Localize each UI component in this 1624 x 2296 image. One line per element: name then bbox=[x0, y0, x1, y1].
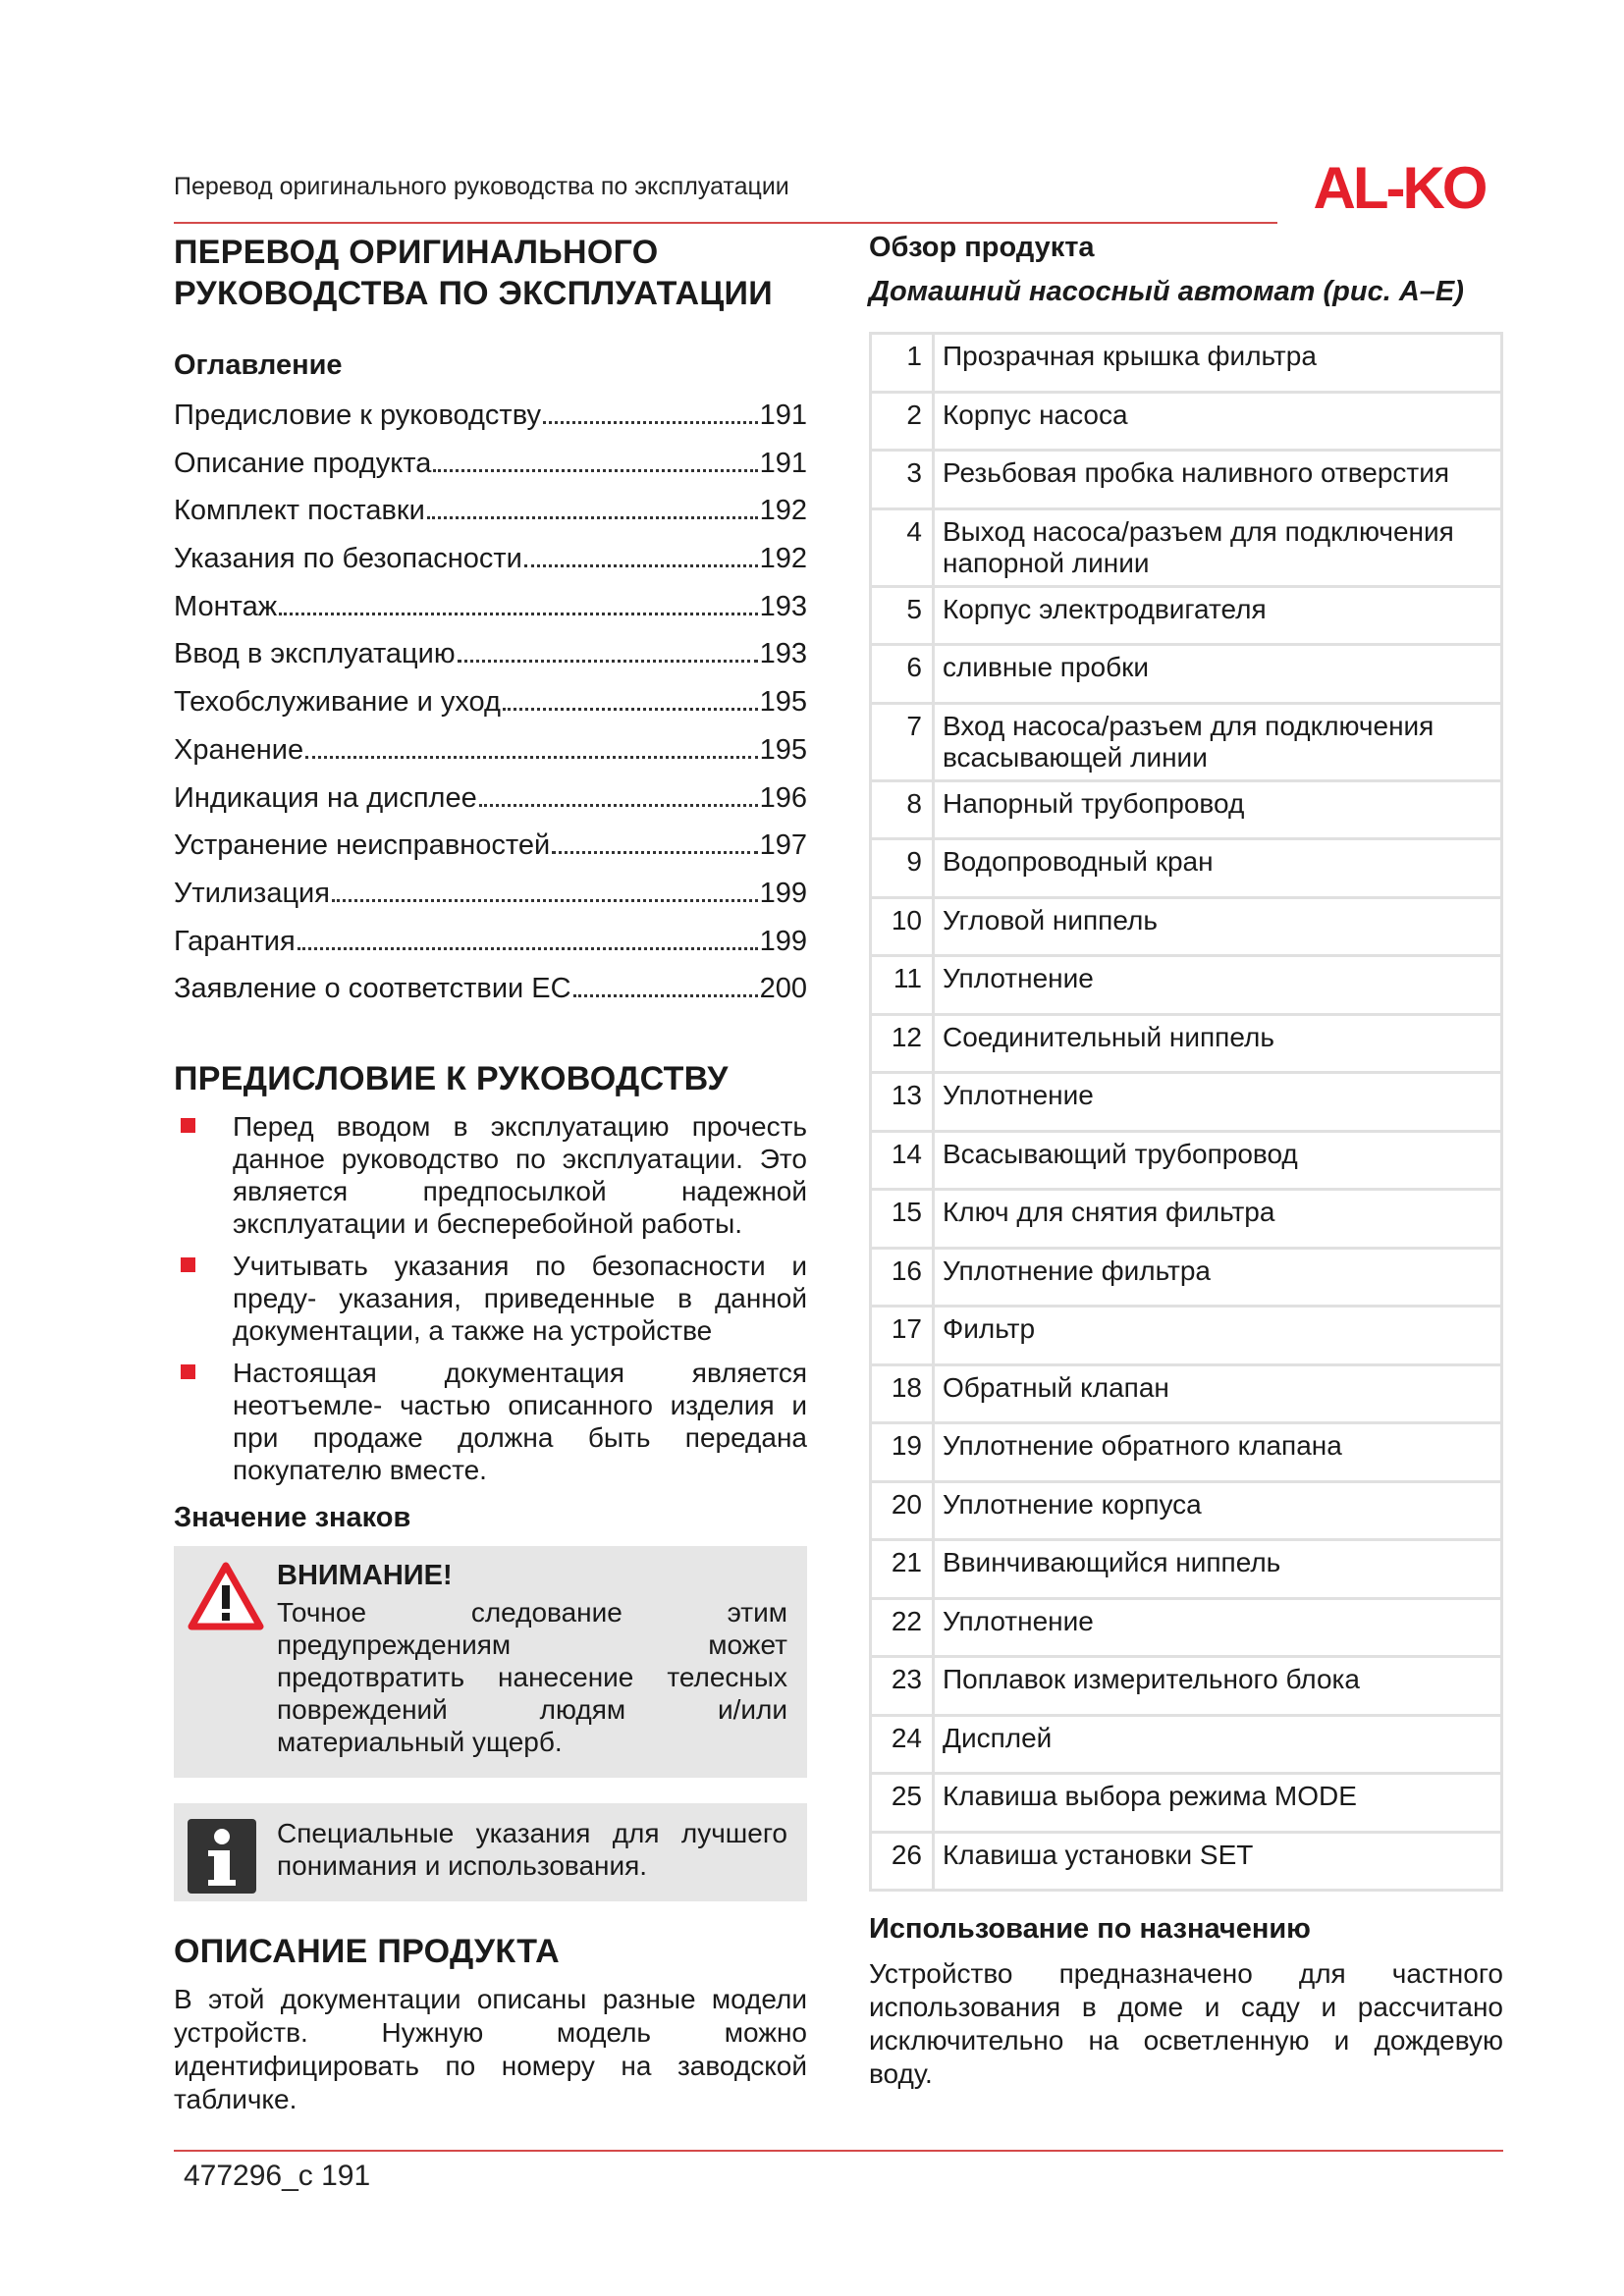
part-name: Ввинчивающийся ниппель bbox=[934, 1540, 1502, 1599]
part-name: Прозрачная крышка фильтра bbox=[934, 334, 1502, 393]
foreword-heading: ПРЕДИСЛОВИЕ К РУКОВОДСТВУ bbox=[174, 1059, 729, 1097]
table-of-contents bbox=[174, 392, 807, 1013]
toc-item-page: 193 bbox=[759, 590, 807, 622]
part-name: Вход насоса/разъем для подключения всасывающей линии bbox=[934, 703, 1502, 780]
toc-leader bbox=[298, 947, 758, 950]
table-row bbox=[871, 1423, 1502, 1482]
bullet-square-icon bbox=[181, 1257, 195, 1272]
left-column bbox=[174, 232, 807, 2116]
bullet-square-icon bbox=[181, 1118, 195, 1133]
part-name: Дисплей bbox=[934, 1715, 1502, 1774]
toc-item-label: Комплект поставки bbox=[174, 495, 425, 527]
toc-item[interactable] bbox=[174, 630, 807, 678]
table-row bbox=[871, 1481, 1502, 1540]
part-number: 26 bbox=[871, 1832, 934, 1891]
toc-leader bbox=[332, 899, 758, 902]
part-name: Выход насоса/разъем для подключения напорной линии bbox=[934, 508, 1502, 586]
toc-item-page: 200 bbox=[759, 973, 807, 1005]
toc-item[interactable] bbox=[174, 535, 807, 583]
table-row bbox=[871, 897, 1502, 956]
toc-item-page: 199 bbox=[759, 925, 807, 957]
header-title: Перевод оригинального руководства по эксплуатации bbox=[174, 173, 789, 200]
part-name: Напорный трубопровод bbox=[934, 780, 1502, 839]
parts-table bbox=[869, 332, 1503, 1892]
info-icon bbox=[188, 1819, 256, 1894]
part-name: Корпус насоса bbox=[934, 392, 1502, 451]
part-number: 17 bbox=[871, 1307, 934, 1365]
table-row bbox=[871, 1190, 1502, 1249]
part-number: 10 bbox=[871, 897, 934, 956]
bullet-square-icon bbox=[181, 1364, 195, 1379]
info-text: Специальные указания для лучшего понимания и использования. bbox=[277, 1817, 787, 1881]
part-name: сливные пробки bbox=[934, 645, 1502, 704]
toc-item-page: 195 bbox=[759, 733, 807, 766]
list-item bbox=[174, 1250, 807, 1347]
part-name: Фильтр bbox=[934, 1307, 1502, 1365]
table-row bbox=[871, 334, 1502, 393]
toc-item-page: 193 bbox=[759, 638, 807, 670]
toc-leader bbox=[279, 613, 757, 615]
part-number: 13 bbox=[871, 1073, 934, 1132]
part-name: Угловой ниппель bbox=[934, 897, 1502, 956]
toc-item-label: Утилизация bbox=[174, 877, 330, 909]
table-row bbox=[871, 1832, 1502, 1891]
table-row bbox=[871, 645, 1502, 704]
bullet-text: Учитывать указания по безопасности и преду- указания, приведенные в данной документации, а также на устройстве bbox=[233, 1250, 807, 1346]
toc-heading: Оглавление bbox=[174, 349, 343, 381]
part-number: 23 bbox=[871, 1657, 934, 1716]
toc-leader bbox=[503, 708, 758, 711]
toc-leader bbox=[524, 564, 758, 567]
table-row bbox=[871, 392, 1502, 451]
part-number: 5 bbox=[871, 586, 934, 645]
table-row bbox=[871, 1131, 1502, 1190]
part-number: 8 bbox=[871, 780, 934, 839]
toc-leader bbox=[479, 804, 758, 807]
toc-item-label: Монтаж bbox=[174, 590, 278, 622]
part-number: 14 bbox=[871, 1131, 934, 1190]
part-name: Обратный клапан bbox=[934, 1364, 1502, 1423]
toc-item-page: 192 bbox=[759, 495, 807, 527]
toc-item-label: Техобслуживание и уход bbox=[174, 686, 501, 719]
part-number: 6 bbox=[871, 645, 934, 704]
part-number: 22 bbox=[871, 1598, 934, 1657]
product-heading: ОПИСАНИЕ ПРОДУКТА bbox=[174, 1932, 561, 1970]
part-name: Уплотнение обратного клапана bbox=[934, 1423, 1502, 1482]
warning-title: ВНИМАНИЕ! bbox=[277, 1559, 453, 1591]
table-row bbox=[871, 1774, 1502, 1833]
part-name: Всасывающий трубопровод bbox=[934, 1131, 1502, 1190]
overview-heading: Обзор продукта bbox=[869, 232, 1095, 263]
warning-box bbox=[174, 1546, 807, 1778]
toc-leader bbox=[458, 660, 758, 663]
part-name: Резьбовая пробка наливного отверстия bbox=[934, 451, 1502, 509]
toc-item-label: Устранение неисправностей bbox=[174, 829, 551, 862]
table-row bbox=[871, 1073, 1502, 1132]
toc-item[interactable] bbox=[174, 487, 807, 535]
product-text: В этой документации описаны разные модели устройств. Нужную модель можно идентифицировать по номеру на заводской табличке. bbox=[174, 1983, 807, 2114]
table-row bbox=[871, 703, 1502, 780]
list-item bbox=[174, 1110, 807, 1240]
toc-item-page: 192 bbox=[759, 543, 807, 575]
part-name: Клавиша выбора режима MODE bbox=[934, 1774, 1502, 1833]
toc-item-page: 191 bbox=[759, 447, 807, 479]
toc-item-label: Указания по безопасности bbox=[174, 543, 522, 575]
toc-leader bbox=[552, 851, 757, 854]
foreword-list bbox=[174, 1110, 807, 1486]
toc-item-label: Ввод в эксплуатацию bbox=[174, 638, 456, 670]
toc-item-page: 191 bbox=[759, 400, 807, 431]
logo-text: AL-KO bbox=[1313, 157, 1486, 218]
info-box bbox=[174, 1803, 807, 1901]
table-row bbox=[871, 780, 1502, 839]
part-number: 3 bbox=[871, 451, 934, 509]
part-name: Поплавок измерительного блока bbox=[934, 1657, 1502, 1716]
part-number: 2 bbox=[871, 392, 934, 451]
toc-leader bbox=[305, 756, 758, 759]
part-number: 16 bbox=[871, 1248, 934, 1307]
part-name: Уплотнение корпуса bbox=[934, 1481, 1502, 1540]
toc-item[interactable] bbox=[174, 583, 807, 631]
part-number: 12 bbox=[871, 1014, 934, 1073]
toc-item-page: 199 bbox=[759, 877, 807, 909]
part-number: 18 bbox=[871, 1364, 934, 1423]
part-number: 11 bbox=[871, 956, 934, 1015]
part-name: Клавиша установки SET bbox=[934, 1832, 1502, 1891]
table-row bbox=[871, 451, 1502, 509]
toc-item[interactable] bbox=[174, 822, 807, 870]
part-number: 20 bbox=[871, 1481, 934, 1540]
part-name: Водопроводный кран bbox=[934, 839, 1502, 898]
bullet-text: Перед вводом в эксплуатацию прочесть данное руководство по эксплуатации. Это является предпосылкой надежной эксплуатации и бесперебойной работы. bbox=[233, 1110, 807, 1239]
part-name: Уплотнение фильтра bbox=[934, 1248, 1502, 1307]
table-row bbox=[871, 586, 1502, 645]
toc-item[interactable] bbox=[174, 870, 807, 918]
right-column bbox=[869, 232, 1503, 2091]
footer-rule bbox=[174, 2150, 1503, 2152]
warning-triangle-icon bbox=[188, 1562, 264, 1630]
toc-item-page: 197 bbox=[759, 829, 807, 862]
part-name: Корпус электродвигателя bbox=[934, 586, 1502, 645]
table-row bbox=[871, 1598, 1502, 1657]
overview-subheading: Домашний насосный автомат (рис. A–E) bbox=[869, 276, 1464, 307]
table-row bbox=[871, 839, 1502, 898]
alko-logo bbox=[1294, 157, 1505, 218]
table-row bbox=[871, 1248, 1502, 1307]
part-number: 24 bbox=[871, 1715, 934, 1774]
table-row bbox=[871, 1364, 1502, 1423]
toc-item-label: Хранение bbox=[174, 733, 304, 766]
part-name: Уплотнение bbox=[934, 1073, 1502, 1132]
toc-leader bbox=[573, 994, 758, 997]
toc-item[interactable] bbox=[174, 678, 807, 726]
toc-item-label: Индикация на дисплее bbox=[174, 781, 477, 814]
usage-text: Устройство предназначено для частного использования в доме и саду и рассчитано исключительно на осветленную и дождевую воду. bbox=[869, 1958, 1503, 2089]
table-row bbox=[871, 1540, 1502, 1599]
footer-page-ref: 477296_c 191 bbox=[184, 2160, 371, 2192]
toc-item-label: Гарантия bbox=[174, 925, 296, 957]
toc-item-page: 195 bbox=[759, 686, 807, 719]
part-number: 25 bbox=[871, 1774, 934, 1833]
toc-item[interactable] bbox=[174, 965, 807, 1013]
toc-item[interactable] bbox=[174, 392, 807, 440]
toc-leader bbox=[543, 421, 758, 424]
toc-item-label: Описание продукта bbox=[174, 447, 432, 479]
list-item bbox=[174, 1357, 807, 1486]
toc-item[interactable] bbox=[174, 774, 807, 823]
part-number: 9 bbox=[871, 839, 934, 898]
toc-item[interactable] bbox=[174, 918, 807, 966]
signs-heading: Значение знаков bbox=[174, 1501, 411, 1533]
toc-item-label: Заявление о соответствии ЕС bbox=[174, 973, 571, 1005]
warning-text: Точное следование этим предупреждениям может предотвратить нанесение телесных повреждений людям и/или материальный ущерб. bbox=[277, 1596, 787, 1757]
bullet-text: Настоящая документация является неотъемле- частью описанного изделия и при продаже должна быть передана покупателю вместе. bbox=[233, 1357, 807, 1485]
part-number: 4 bbox=[871, 508, 934, 586]
part-number: 19 bbox=[871, 1423, 934, 1482]
part-name: Соединительный ниппель bbox=[934, 1014, 1502, 1073]
table-row bbox=[871, 1014, 1502, 1073]
usage-heading: Использование по назначению bbox=[869, 1913, 1311, 1945]
part-number: 1 bbox=[871, 334, 934, 393]
toc-leader bbox=[433, 469, 757, 472]
table-row bbox=[871, 508, 1502, 586]
table-row bbox=[871, 1657, 1502, 1716]
document-title: ПЕРЕВОД ОРИГИНАЛЬНОГО РУКОВОДСТВА ПО ЭКСПЛУАТАЦИИ bbox=[174, 234, 773, 312]
toc-item[interactable] bbox=[174, 726, 807, 774]
toc-item[interactable] bbox=[174, 440, 807, 488]
part-number: 7 bbox=[871, 703, 934, 780]
toc-leader bbox=[427, 516, 758, 519]
table-row bbox=[871, 956, 1502, 1015]
part-number: 21 bbox=[871, 1540, 934, 1599]
table-row bbox=[871, 1307, 1502, 1365]
toc-item-page: 196 bbox=[759, 781, 807, 814]
header-rule bbox=[174, 222, 1277, 224]
part-name: Уплотнение bbox=[934, 1598, 1502, 1657]
table-row bbox=[871, 1715, 1502, 1774]
part-name: Ключ для снятия фильтра bbox=[934, 1190, 1502, 1249]
part-number: 15 bbox=[871, 1190, 934, 1249]
toc-item-label: Предисловие к руководству bbox=[174, 400, 541, 431]
part-name: Уплотнение bbox=[934, 956, 1502, 1015]
